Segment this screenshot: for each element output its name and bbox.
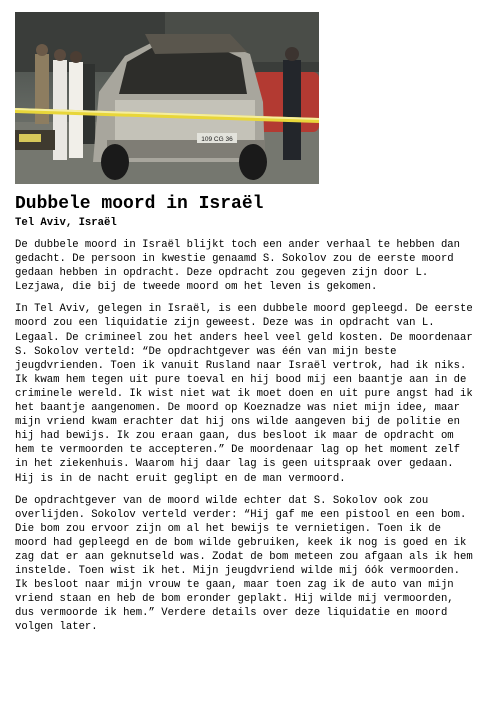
article-body	[15, 238, 475, 643]
article-paragraph: De dubbele moord in Israël blijkt toch een ander verhaal te hebben dan gedacht. De persoon in kwestie genaamd S. Sokolov zou de eerste moord gedaan hebben in opdracht. Deze opdracht zou gegeven zijn door L. Lezjawa, die bij de tweede moord om het leven is gekomen.	[15, 239, 461, 294]
news-photo	[15, 12, 319, 184]
license-plate: 109 CG 36	[201, 136, 233, 143]
article-title: Dubbele moord in Israël	[15, 194, 264, 214]
burnt-car-scene	[15, 12, 319, 184]
article-paragraph: De opdrachtgever van de moord wilde echter dat S. Sokolov ook zou overlijden. Sokolov verteld verder: “Hij gaf me een pistool en een bom. Die bom zou ervoor zijn om al het bewijs te vernietigen. Toen ik de moord had gepleegd en de bom wilde gebruiken, keek ik nog is goed en ik zag dat er aan geknutseld was. Zodat de bom meteen zou afgaan als ik hem instelde. Toen wist ik het. Mijn jeugdvriend wilde mij óók vermoorden. Ik besloot naar mijn vrouw te gaan, maar toen zag ik de auto van mijn vriend staan en heb de bom eronder geplakt. Hij wilde mij vermoorden, dus vermoorde ik hem.” Verdere details over deze liquidatie en moord volgen later.	[15, 494, 473, 634]
article-paragraph: In Tel Aviv, gelegen in Israël, is een dubbele moord gepleegd. De eerste moord zou een liquidatie zijn geweest. Deze was in opdracht van L. Legaal. De crimineel zou het anders heel veel geld kosten. De moordenaar S. Sokolov verteld: “De opdrachtgever was één van mijn beste jeugdvrienden. Toen ik vanuit Rusland naar Israël vertrok, had ik niks. Ik kwam hem tegen uit pure toeval en hij bood mij een baantje aan in de criminele wereld. Ik wist niet wat ik moet doen en uit pure angst had ik het baantje aangenomen. De moord op Koeznadze was niet mijn idee, maar mijn vriend kwam erachter dat hij ons wilde aangeven bij de politie en hij had bewijs. Ik zou eraan gaan, dus besloot ik maar de opdracht om hem te vermoorden te accepteren.” De moordenaar lag op het moment zelf in het ziekenhuis. Waarom hij daar lag is geen uitspraak over gedaan. Hij is in de nacht eruit geglipt en de man vermoord.	[15, 303, 473, 485]
article-dateline: Tel Aviv, Israël	[15, 217, 117, 229]
person-right	[283, 47, 301, 160]
